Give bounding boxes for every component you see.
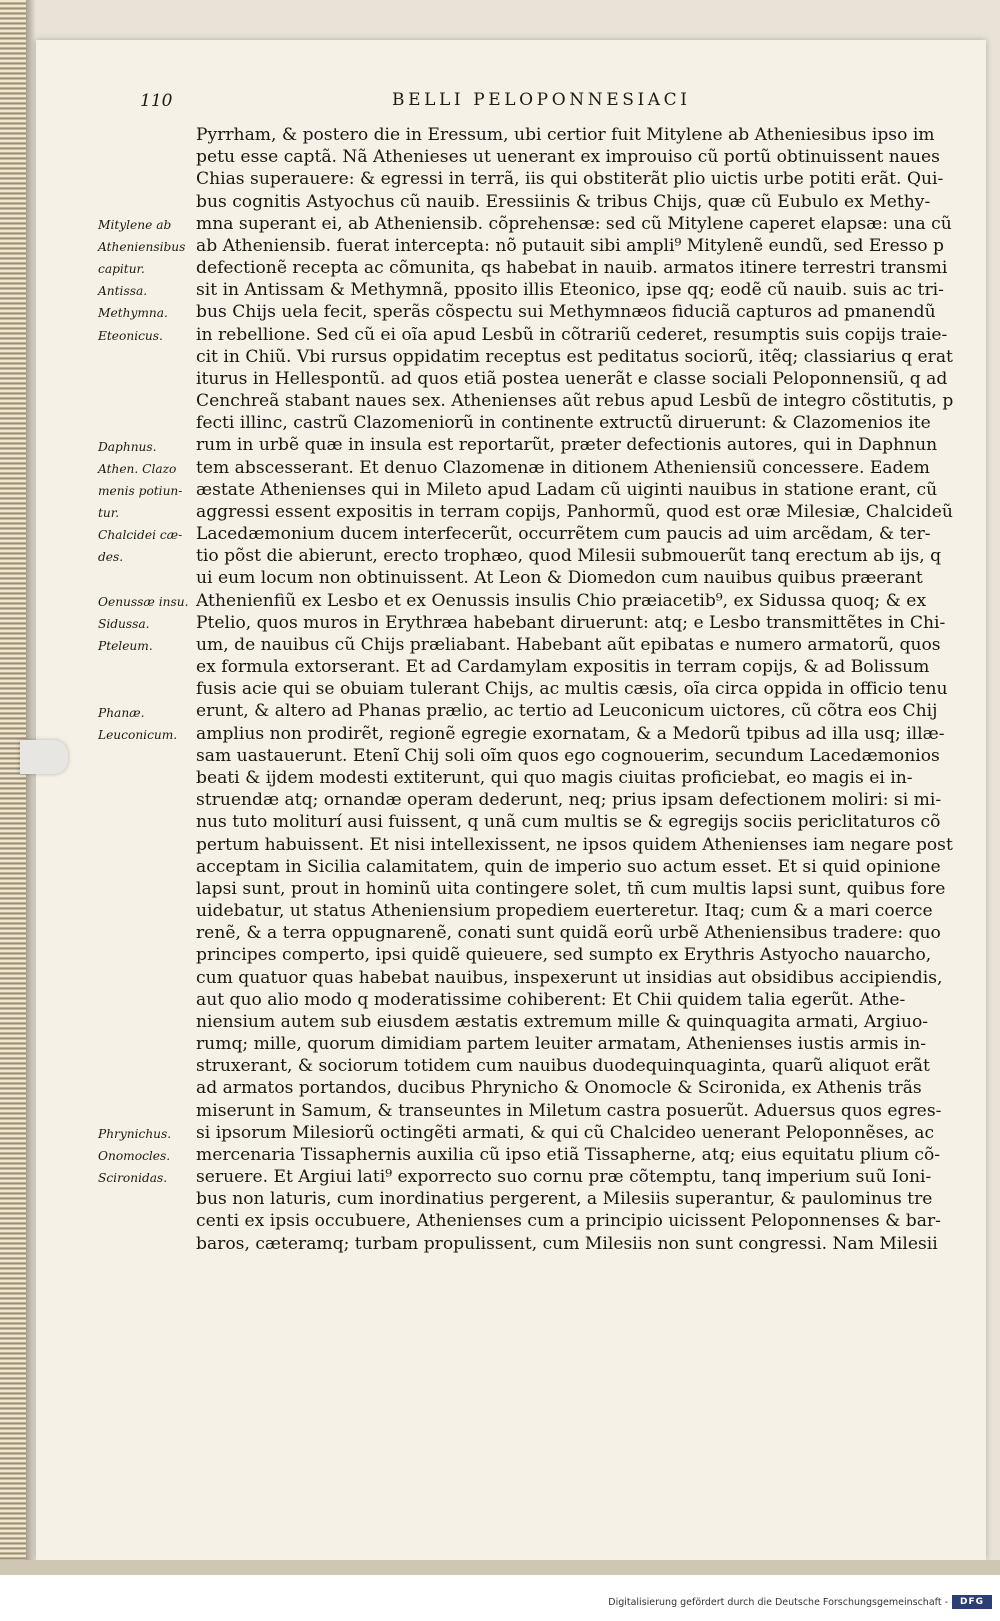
text-line: bus non laturis, cum inordinatius pergerent, a Milesiis superantur, & paulominus tre [196,1189,933,1210]
text-line: tem abscesserant. Et denuo Clazomenæ in ditionem Atheniensiũ concessere. Eadem [196,457,930,478]
page-number: 110 [140,91,173,111]
text-line: bus cognitis Astyochus cũ nauib. Eressiinis & tribus Chijs, quæ cũ Eubulo ex Methy- [196,191,931,212]
text-line: struendæ atq; ornandæ operam dederunt, neq; prius ipsam defectionem moliri: si mi- [196,790,942,811]
text-line: æstate Athenienses qui in Mileto apud Ladam cũ uiginti nauibus in statione erant, cũ [196,479,938,500]
text-line: cum quatuor quas habebat nauibus, inspexerunt ut insidias aut obsidibus accipiendis, [196,967,943,988]
text-line: sam uastauerunt. Etenĩ Chij soli oĩm quos ego cognouerim, secundum Lacedæmonios [196,745,940,766]
text-line: iturus in Hellespontũ. ad quos etiã postea uenerãt e classe sociali Peloponnensiũ, q ad [196,368,948,389]
margin-note: menis potiun- [98,483,183,498]
text-line: pertum habuissent. Et nisi intellexissent, ne ipsos quidem Athenienses iam negare post [196,834,953,855]
text-line: petu esse captã. Nã Athenieses ut uenerant ex improuiso cũ portũ obtinuissent naues [196,147,940,168]
margin-note: des. [98,550,124,565]
text-line: miserunt in Samum, & transeuntes in Miletum castra posuerũt. Aduersus quos egres- [196,1100,942,1121]
text-line: Ptelio, quos muros in Erythræa habebant diruerunt: atq; e Lesbo transmittẽtes in Chi- [196,612,946,633]
text-line: Cenchreã stabant naues sex. Athenienses aũt rebus apud Lesbũ de integro cõstitutis, p [196,391,954,412]
text-line: Athenienfiũ ex Lesbo et ex Oenussis insulis Chio præiacetib⁹, ex Sidussa quoq; & ex [196,590,927,611]
text-line: renẽ, & a terra oppugnarenẽ, conati sunt quidã eorũ urbẽ Atheniensibus tradere: quo [196,923,941,944]
text-line: ex formula extorserant. Et ad Cardamylam expositis in terram copijs, & ad Bolissum [196,657,930,678]
running-head: BELLI PELOPONNESIACI [392,90,691,110]
text-line: aut quo alio modo q moderatissime cohiberent: Et Chii quidem talia egerũt. Athe- [196,989,906,1010]
text-line: erunt, & altero ad Phanas prælio, ac tertio ad Leuconicum uictores, cũ cõtra eos Chij [196,701,938,722]
text-line: rum in urbẽ quæ in insula est reportarũt, præter defectionis autores, qui in Daphnun [196,435,938,456]
margin-note: Daphnus. [98,439,157,454]
margin-note: Mitylene ab [98,217,172,232]
margin-note: Methymna. [98,306,168,321]
margin-note: tur. [98,506,120,521]
text-line: beati & ijdem modesti extiterunt, qui quo magis ciuitas proficiebat, eo magis ei in- [196,767,913,788]
margin-note: Oenussæ insu. [98,594,189,609]
margin-note: Atheniensibus [98,239,186,254]
text-line: lapsi sunt, prout in hominũ uita contingere solet, tñ cum multis lapsi sunt, quibus fore [196,878,946,899]
text-line: acceptam in Sicilia calamitatem, quin de imperio suo actum esset. Et si quid opinione [196,856,941,877]
text-line: rumq; mille, quorum dimidiam partem leuiter armatam, Athenienses iustis armis in- [196,1034,927,1055]
margin-note: Antissa. [98,284,148,299]
margin-note: capitur. [98,262,145,277]
text-line: uidebatur, ut status Atheniensium propediem euerteretur. Itaq; cum & a mari coerce [196,901,933,922]
text-line: niensium autem sub eiusdem æstatis extremum mille & quinquagita armati, Argiuo- [196,1011,929,1032]
margin-note: Phrynichus. [98,1127,172,1142]
margin-note: Pteleum. [98,639,153,654]
margin-note: Phanæ. [98,705,145,720]
text-line: struxerant, & sociorum totidem cum nauibus duodequinquaginta, quarũ aliquot erãt [196,1056,930,1077]
margin-note: Athen. Clazo [98,461,177,476]
text-line: ui eum locum non obtinuissent. At Leon & Diomedon cum nauibus quibus præerant [196,568,923,589]
dfg-logo: DFG [952,1595,992,1609]
text-line: mercenaria Tissaphernis auxilia cũ ipso etiã Tissapherne, atq; eius equitatu plium cõ- [196,1144,941,1165]
margin-note: Scironidas. [98,1171,168,1186]
text-line: mna superant ei, ab Atheniensib. cõprehensæ: sed cũ Mitylene caperet elapsæ: una cũ [196,213,952,234]
text-line: defectionẽ recepta ac cõmunita, qs habebat in nauib. armatos itinere terrestri transmi [196,258,948,279]
text-line: bus Chijs uela fecit, sperãs cõspectu sui Methymnæos fiduciã capturos ad pmanendũ [196,302,936,323]
text-line: si ipsorum Milesiorũ octingẽti armati, & qui cũ Chalcideo uenerant Peloponnẽses, ac [196,1122,935,1143]
text-line: ab Atheniensib. fuerat intercepta: nõ putauit sibi ampli⁹ Mitylenẽ eundũ, sed Eresso p [196,235,944,256]
text-line: baros, cæteramq; turbam propulissent, cum Milesiis non sunt congressi. Nam Milesii [196,1233,938,1254]
funding-credit: Digitalisierung gefördert durch die Deutsche Forschungsgemeinschaft - [608,1597,948,1608]
text-line: um, de nauibus cũ Chijs præliabant. Habebant aũt epibatas e numero armatorũ, quos [196,634,941,655]
text-line: Lacedæmonium ducem interfecerũt, occurrẽtem cum paucis ad uim arcẽdam, & ter- [196,524,931,545]
text-line: nus tuto moliturí ausi fuissent, q unã cum multis se & egregijs sociis periclitaturos cõ [196,812,941,833]
text-line: tio põst die abierunt, erecto trophæo, quod Milesii submouerũt tanq erectum ab ijs, q [196,546,942,567]
body-text [196,124,956,1255]
text-line: fecti illinc, castrũ Clazomeniorũ in continente extructũ diruerunt: & Clazomenios ite [196,413,931,434]
text-line: fusis acie qui se obuiam tulerant Chijs, ac multis cæsis, oĩa circa oppida in officio tenu [196,679,948,700]
text-line: seruere. Et Argiui lati⁹ exporrecto suo cornu præ cõtemptu, tanq imperium suũ Ioni- [196,1167,932,1188]
footer [0,1575,1000,1621]
text-line: Chias superauere: & egressi in terrã, iis qui obstiterãt plio uictis urbe potiti erãt. Qui- [196,169,944,190]
text-line: amplius non prodirẽt, regionẽ egregie exornatam, & a Medorũ tpibus ad illa usq; illæ- [196,723,945,744]
margin-note: Sidussa. [98,616,150,631]
text-line: Pyrrham, & postero die in Eressum, ubi certior fuit Mitylene ab Atheniesibus ipso im [196,125,935,145]
bookmark-tab [20,740,68,774]
text-line: centi ex ipsis occubuere, Athenienses cum a principio uicissent Peloponnenses & bar- [196,1211,941,1232]
margin-note: Chalcidei cæ- [98,528,183,543]
page-edge [0,1560,1000,1575]
margin-note: Eteonicus. [98,328,163,343]
text-line: cit in Chiũ. Vbi rursus oppidatim receptus est peditatus sociorũ, itẽq; classiarius q erat [196,346,953,367]
text-line: in rebellione. Sed cũ ei oĩa apud Lesbũ in cõtrariũ cederet, resumptis suis copijs traie- [196,324,948,345]
text-line: ad armatos portandos, ducibus Phrynicho & Onomocle & Scironida, ex Athenis trãs [196,1078,922,1099]
margin-note: Leuconicum. [98,727,178,742]
margin-note: Onomocles. [98,1149,171,1164]
text-line: principes comperto, ipsi quidẽ quieuere, sed sumpto ex Erythris Astyocho nauarcho, [196,945,932,966]
book-binding [0,0,26,1575]
text-line: aggressi essent expositis in terram copijs, Panhormũ, quod est oræ Milesiæ, Chalcideũ [196,501,953,522]
binding-shadow [26,0,36,1575]
text-line: sit in Antissam & Methymnã, pposito illis Eteonico, ipse qq; eodẽ cũ nauib. suis ac tri- [196,280,944,301]
